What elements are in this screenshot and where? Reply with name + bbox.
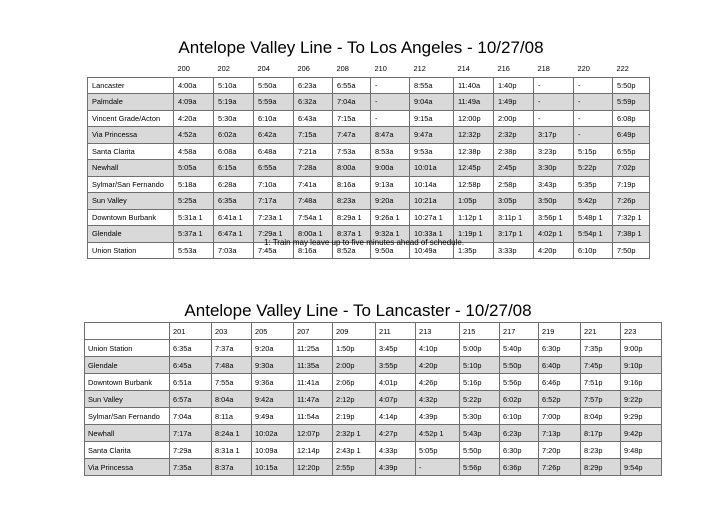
time-cell: 3:33p: [494, 242, 534, 259]
station-name-cell: Sylmar/San Fernando: [85, 408, 170, 425]
train-number-cell: 214: [454, 61, 494, 77]
time-cell: 10:09a: [252, 442, 294, 459]
station-name-cell: Glendale: [88, 226, 174, 243]
station-name-cell: Downtown Burbank: [88, 209, 174, 226]
time-cell: 10:14a: [410, 176, 454, 193]
schedule-table-to-lancaster: [84, 322, 662, 476]
station-name-cell: Newhall: [85, 425, 170, 442]
time-cell: 5:50p: [613, 77, 650, 94]
time-cell: 12:58p: [454, 176, 494, 193]
time-cell: 6:32a: [294, 94, 333, 111]
time-cell: 12:20p: [294, 459, 333, 476]
time-cell: 12:32p: [454, 127, 494, 144]
station-name-cell: Via Princessa: [88, 127, 174, 144]
time-cell: 6:52p: [539, 391, 581, 408]
time-cell: 12:14p: [294, 442, 333, 459]
time-cell: 8:17p: [581, 425, 621, 442]
time-cell: 7:45p: [581, 357, 621, 374]
time-cell: 6:10p: [574, 242, 613, 259]
time-cell: 10:02a: [252, 425, 294, 442]
time-cell: 7:17a: [254, 193, 294, 210]
station-name-cell: Via Princessa: [85, 459, 170, 476]
time-cell: 3:05p: [494, 193, 534, 210]
time-cell: 6:35a: [214, 193, 254, 210]
time-cell: 9:04a: [410, 94, 454, 111]
station-name-cell: Downtown Burbank: [85, 374, 170, 391]
table-row: [85, 340, 662, 357]
train-number-cell: 216: [494, 61, 534, 77]
time-cell: 6:02a: [214, 127, 254, 144]
train-number-cell: 206: [294, 61, 333, 77]
station-name-cell: Sylmar/San Fernando: [88, 176, 174, 193]
time-cell: 11:49a: [454, 94, 494, 111]
time-cell: -: [574, 94, 613, 111]
header-row: [85, 323, 662, 340]
time-cell: 4:32p: [416, 391, 460, 408]
time-cell: 4:39p: [376, 459, 416, 476]
table-row: [88, 77, 650, 94]
train-number-cell: 203: [212, 323, 252, 340]
schedule-footnote: 1: Train may leave up to five minutes ahead of schedule.: [263, 238, 465, 247]
time-cell: 8:23a: [333, 193, 371, 210]
time-cell: 7:04a: [333, 94, 371, 111]
time-cell: 6:40p: [539, 357, 581, 374]
time-cell: 7:20p: [539, 442, 581, 459]
table-row: [88, 176, 650, 193]
time-cell: 8:29a 1: [333, 209, 371, 226]
time-cell: 7:21a: [294, 143, 333, 160]
time-cell: -: [534, 110, 574, 127]
time-cell: 7:57p: [581, 391, 621, 408]
time-cell: 7:15a: [333, 110, 371, 127]
train-number-cell: 215: [460, 323, 500, 340]
time-cell: 4:39p: [416, 408, 460, 425]
time-cell: 7:23a 1: [254, 209, 294, 226]
time-cell: 6:48a: [254, 143, 294, 160]
station-name-cell: Sun Valley: [88, 193, 174, 210]
time-cell: 5:56p: [460, 459, 500, 476]
time-cell: 3:23p: [534, 143, 574, 160]
time-cell: 6:28a: [214, 176, 254, 193]
train-number-cell: 209: [333, 323, 376, 340]
time-cell: 5:00p: [460, 340, 500, 357]
time-cell: 3:17p 1: [494, 226, 534, 243]
time-cell: -: [534, 77, 574, 94]
time-cell: 8:47a: [371, 127, 410, 144]
time-cell: 6:10a: [254, 110, 294, 127]
time-cell: 3:43p: [534, 176, 574, 193]
station-name-cell: Newhall: [88, 160, 174, 177]
time-cell: 5:31a 1: [174, 209, 214, 226]
time-cell: 7:48a: [212, 357, 252, 374]
time-cell: 5:40p: [500, 340, 539, 357]
table1-title: Antelope Valley Line - To Los Angeles - 10/27/08: [178, 38, 544, 57]
time-cell: 7:48a: [294, 193, 333, 210]
time-cell: 6:49p: [613, 127, 650, 144]
time-cell: 2:00p: [494, 110, 534, 127]
time-cell: 4:07p: [376, 391, 416, 408]
table-row: [85, 442, 662, 459]
time-cell: 6:10p: [500, 408, 539, 425]
train-number-cell: 222: [613, 61, 650, 77]
header-corner-cell: [85, 323, 170, 340]
time-cell: 6:57a: [170, 391, 212, 408]
time-cell: 6:47a 1: [214, 226, 254, 243]
time-cell: 8:00a: [333, 160, 371, 177]
time-cell: 3:56p 1: [534, 209, 574, 226]
time-cell: 10:15a: [252, 459, 294, 476]
time-cell: 7:53a: [333, 143, 371, 160]
time-cell: 7:19p: [613, 176, 650, 193]
header-row: [88, 61, 650, 77]
time-cell: 6:08a: [214, 143, 254, 160]
train-number-cell: 217: [500, 323, 539, 340]
station-name-cell: Lancaster: [88, 77, 174, 94]
time-cell: 10:33a 1: [410, 226, 454, 243]
table-row: [88, 209, 650, 226]
time-cell: 5:59p: [613, 94, 650, 111]
time-cell: 2:43p 1: [333, 442, 376, 459]
time-cell: 5:19a: [214, 94, 254, 111]
time-cell: 6:23a: [294, 77, 333, 94]
time-cell: 8:52a: [333, 242, 371, 259]
time-cell: 5:15p: [574, 143, 613, 160]
time-cell: 7:55a: [212, 374, 252, 391]
time-cell: 9:20a: [252, 340, 294, 357]
time-cell: 8:24a 1: [212, 425, 252, 442]
time-cell: 2:32p: [494, 127, 534, 144]
time-cell: 7:29a: [170, 442, 212, 459]
table-row: [85, 408, 662, 425]
train-number-cell: 208: [333, 61, 371, 77]
time-cell: 11:40a: [454, 77, 494, 94]
time-cell: 7:35a: [170, 459, 212, 476]
time-cell: 4:52a: [174, 127, 214, 144]
table-row: [85, 391, 662, 408]
time-cell: 7:26p: [613, 193, 650, 210]
time-cell: 4:00a: [174, 77, 214, 94]
station-name-cell: Sun Valley: [85, 391, 170, 408]
time-cell: 7:03a: [214, 242, 254, 259]
time-cell: 4:20p: [534, 242, 574, 259]
time-cell: 9:54p: [621, 459, 662, 476]
time-cell: 7:35p: [581, 340, 621, 357]
time-cell: 9:16p: [621, 374, 662, 391]
time-cell: 9:29p: [621, 408, 662, 425]
train-number-cell: 213: [416, 323, 460, 340]
time-cell: 4:02p 1: [534, 226, 574, 243]
time-cell: 1:50p: [333, 340, 376, 357]
time-cell: 6:08p: [613, 110, 650, 127]
time-cell: 7:38p 1: [613, 226, 650, 243]
time-cell: 6:23p: [500, 425, 539, 442]
time-cell: 8:04p: [581, 408, 621, 425]
table-row: [88, 127, 650, 144]
time-cell: 6:43a: [294, 110, 333, 127]
train-number-cell: 212: [410, 61, 454, 77]
table-row: [88, 94, 650, 111]
time-cell: 6:41a 1: [214, 209, 254, 226]
time-cell: 12:38p: [454, 143, 494, 160]
time-cell: 9:15a: [410, 110, 454, 127]
time-cell: 6:55a: [333, 77, 371, 94]
time-cell: 7:47a: [333, 127, 371, 144]
time-cell: 9:00a: [371, 160, 410, 177]
time-cell: 8:29p: [581, 459, 621, 476]
station-name-cell: Palmdale: [88, 94, 174, 111]
train-number-cell: 205: [252, 323, 294, 340]
time-cell: -: [371, 110, 410, 127]
time-cell: 9:42a: [252, 391, 294, 408]
time-cell: 8:04a: [212, 391, 252, 408]
time-cell: -: [371, 77, 410, 94]
time-cell: 7:13p: [539, 425, 581, 442]
time-cell: 2:55p: [333, 459, 376, 476]
time-cell: 3:45p: [376, 340, 416, 357]
table-row: [88, 193, 650, 210]
time-cell: 10:49a: [410, 242, 454, 259]
time-cell: 5:25a: [174, 193, 214, 210]
station-name-cell: Union Station: [88, 242, 174, 259]
station-name-cell: Santa Clarita: [88, 143, 174, 160]
time-cell: 7:28a: [294, 160, 333, 177]
time-cell: 9:49a: [252, 408, 294, 425]
time-cell: 4:14p: [376, 408, 416, 425]
time-cell: 2:19p: [333, 408, 376, 425]
time-cell: 4:33p: [376, 442, 416, 459]
time-cell: 12:45p: [454, 160, 494, 177]
train-number-cell: 210: [371, 61, 410, 77]
time-cell: 4:26p: [416, 374, 460, 391]
time-cell: 2:12p: [333, 391, 376, 408]
train-number-cell: 211: [376, 323, 416, 340]
time-cell: 9:47a: [410, 127, 454, 144]
time-cell: -: [574, 127, 613, 144]
time-cell: 7:17a: [170, 425, 212, 442]
time-cell: -: [574, 110, 613, 127]
time-cell: 2:32p 1: [333, 425, 376, 442]
time-cell: -: [574, 77, 613, 94]
time-cell: 2:58p: [494, 176, 534, 193]
time-cell: 6:30p: [500, 442, 539, 459]
time-cell: 9:36a: [252, 374, 294, 391]
time-cell: 2:06p: [333, 374, 376, 391]
time-cell: 7:45a: [254, 242, 294, 259]
time-cell: 5:54p 1: [574, 226, 613, 243]
time-cell: 7:29a 1: [254, 226, 294, 243]
time-cell: 10:01a: [410, 160, 454, 177]
time-cell: 11:25a: [294, 340, 333, 357]
time-cell: 4:58a: [174, 143, 214, 160]
time-cell: 5:50p: [500, 357, 539, 374]
table-row: [88, 143, 650, 160]
time-cell: 4:20a: [174, 110, 214, 127]
time-cell: 7:37a: [212, 340, 252, 357]
time-cell: 8:55a: [410, 77, 454, 94]
time-cell: 4:10p: [416, 340, 460, 357]
train-number-cell: 201: [170, 323, 212, 340]
time-cell: 9:13a: [371, 176, 410, 193]
train-number-cell: 200: [174, 61, 214, 77]
train-number-cell: 204: [254, 61, 294, 77]
time-cell: 7:10a: [254, 176, 294, 193]
schedule-table-to-los-angeles: [87, 61, 650, 259]
time-cell: 9:20a: [371, 193, 410, 210]
time-cell: 7:02p: [613, 160, 650, 177]
time-cell: 6:02p: [500, 391, 539, 408]
time-cell: 5:37a 1: [174, 226, 214, 243]
time-cell: 8:37a 1: [333, 226, 371, 243]
time-cell: 6:42a: [254, 127, 294, 144]
time-cell: 2:38p: [494, 143, 534, 160]
time-cell: 10:21a: [410, 193, 454, 210]
time-cell: 5:05p: [416, 442, 460, 459]
time-cell: 9:53a: [410, 143, 454, 160]
time-cell: 5:56p: [500, 374, 539, 391]
time-cell: 8:37a: [212, 459, 252, 476]
time-cell: 1:35p: [454, 242, 494, 259]
time-cell: 5:30a: [214, 110, 254, 127]
table-row: [85, 374, 662, 391]
train-number-cell: 221: [581, 323, 621, 340]
time-cell: 3:30p: [534, 160, 574, 177]
time-cell: 6:35a: [170, 340, 212, 357]
time-cell: 7:50p: [613, 242, 650, 259]
table-row: [85, 459, 662, 476]
time-cell: 3:11p 1: [494, 209, 534, 226]
time-cell: 5:16p: [460, 374, 500, 391]
time-cell: 6:46p: [539, 374, 581, 391]
station-name-cell: Vincent Grade/Acton: [88, 110, 174, 127]
time-cell: 5:05a: [174, 160, 214, 177]
time-cell: 4:27p: [376, 425, 416, 442]
time-cell: 4:52p 1: [416, 425, 460, 442]
time-cell: 2:45p: [494, 160, 534, 177]
time-cell: 5:22p: [460, 391, 500, 408]
table-row: [88, 110, 650, 127]
time-cell: 6:15a: [214, 160, 254, 177]
time-cell: 2:00p: [333, 357, 376, 374]
time-cell: -: [371, 94, 410, 111]
time-cell: 1:12p 1: [454, 209, 494, 226]
time-cell: 8:11a: [212, 408, 252, 425]
time-cell: 3:17p: [534, 127, 574, 144]
time-cell: 5:48p 1: [574, 209, 613, 226]
time-cell: 12:00p: [454, 110, 494, 127]
time-cell: 5:18a: [174, 176, 214, 193]
time-cell: 11:54a: [294, 408, 333, 425]
time-cell: 1:19p 1: [454, 226, 494, 243]
table2-title: Antelope Valley Line - To Lancaster - 10/27/08: [184, 301, 532, 320]
time-cell: 7:41a: [294, 176, 333, 193]
time-cell: 9:42p: [621, 425, 662, 442]
time-cell: 7:51p: [581, 374, 621, 391]
station-name-cell: Union Station: [85, 340, 170, 357]
table-row: [85, 425, 662, 442]
time-cell: 1:40p: [494, 77, 534, 94]
time-cell: 7:32p 1: [613, 209, 650, 226]
train-number-cell: 223: [621, 323, 662, 340]
time-cell: -: [534, 94, 574, 111]
time-cell: 6:51a: [170, 374, 212, 391]
time-cell: 5:35p: [574, 176, 613, 193]
time-cell: 1:49p: [494, 94, 534, 111]
time-cell: 12:07p: [294, 425, 333, 442]
time-cell: 10:27a 1: [410, 209, 454, 226]
train-number-cell: 218: [534, 61, 574, 77]
time-cell: 3:50p: [534, 193, 574, 210]
time-cell: 9:30a: [252, 357, 294, 374]
time-cell: 6:45a: [170, 357, 212, 374]
time-cell: 5:22p: [574, 160, 613, 177]
time-cell: 8:31a 1: [212, 442, 252, 459]
time-cell: 6:55p: [613, 143, 650, 160]
time-cell: 9:32a 1: [371, 226, 410, 243]
time-cell: 4:20p: [416, 357, 460, 374]
time-cell: 7:15a: [294, 127, 333, 144]
time-cell: 5:42p: [574, 193, 613, 210]
table-row: [88, 160, 650, 177]
header-corner-cell: [88, 61, 174, 77]
time-cell: 7:54a 1: [294, 209, 333, 226]
time-cell: 11:41a: [294, 374, 333, 391]
time-cell: 9:10p: [621, 357, 662, 374]
time-cell: 6:30p: [539, 340, 581, 357]
train-number-cell: 220: [574, 61, 613, 77]
train-number-cell: 207: [294, 323, 333, 340]
time-cell: 5:53a: [174, 242, 214, 259]
time-cell: 5:30p: [460, 408, 500, 425]
time-cell: -: [416, 459, 460, 476]
time-cell: 9:48p: [621, 442, 662, 459]
time-cell: 7:00p: [539, 408, 581, 425]
time-cell: 5:59a: [254, 94, 294, 111]
time-cell: 5:43p: [460, 425, 500, 442]
time-cell: 11:47a: [294, 391, 333, 408]
time-cell: 8:53a: [371, 143, 410, 160]
time-cell: 7:04a: [170, 408, 212, 425]
time-cell: 9:50a: [371, 242, 410, 259]
time-cell: 9:00p: [621, 340, 662, 357]
station-name-cell: Santa Clarita: [85, 442, 170, 459]
time-cell: 9:22p: [621, 391, 662, 408]
time-cell: 4:01p: [376, 374, 416, 391]
time-cell: 4:09a: [174, 94, 214, 111]
time-cell: 5:50a: [254, 77, 294, 94]
time-cell: 6:55a: [254, 160, 294, 177]
time-cell: 5:50p: [460, 442, 500, 459]
train-number-cell: 202: [214, 61, 254, 77]
station-name-cell: Glendale: [85, 357, 170, 374]
time-cell: 8:16a: [333, 176, 371, 193]
time-cell: 11:35a: [294, 357, 333, 374]
time-cell: 5:10p: [460, 357, 500, 374]
time-cell: 7:26p: [539, 459, 581, 476]
time-cell: 8:16a: [294, 242, 333, 259]
time-cell: 1:05p: [454, 193, 494, 210]
time-cell: 9:26a 1: [371, 209, 410, 226]
time-cell: 8:00a 1: [294, 226, 333, 243]
table-row: [85, 357, 662, 374]
time-cell: 8:23p: [581, 442, 621, 459]
train-number-cell: 219: [539, 323, 581, 340]
time-cell: 5:10a: [214, 77, 254, 94]
time-cell: 3:55p: [376, 357, 416, 374]
time-cell: 6:36p: [500, 459, 539, 476]
